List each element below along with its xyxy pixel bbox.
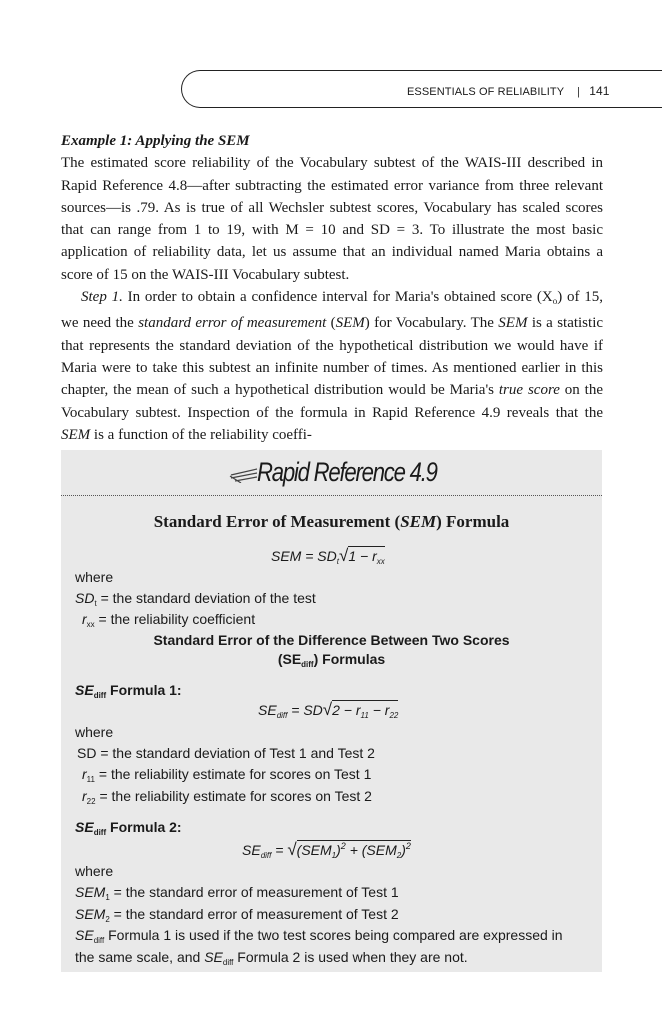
sem-heading: Standard Error of Measurement (SEM) Formula <box>153 512 510 531</box>
step-label: Step 1. <box>81 289 123 306</box>
def-sd: SD = the standard deviation of Test 1 and Test 2 <box>77 745 375 761</box>
rapid-reference-header <box>61 450 602 496</box>
sqrt-symbol: √ <box>287 840 297 859</box>
def-rxx: $r_{xx}$ = the reliability coefficient <box>82 611 256 629</box>
running-title: ESSENTIALS OF RELIABILITY <box>407 86 564 98</box>
page-number: 141 <box>589 84 610 98</box>
sqrt-symbol: √ <box>322 700 333 719</box>
body-text <box>61 130 603 446</box>
formula1-label: $SE_{diff}$ Formula 1: <box>75 682 182 700</box>
running-header <box>407 84 610 98</box>
usage-note: $SE_{diff}$ Formula 1 is used if the two test scores being compared are expressed in the same scale, and $SE_{diff}$ Formula 2 is used when they are not. <box>75 927 563 967</box>
sqrt-symbol: √ <box>338 546 349 565</box>
diff-heading-line2: $(SE_{diff})$ Formulas <box>277 651 386 669</box>
rapid-reference-icon <box>229 465 259 483</box>
paragraph-1: The estimated score reliability of the Vocabulary subtest of the WAIS-III described in Rapid Reference 4.8—after subtracting the estimated error variance from three relevant sources—is .79. As is true of all Wechsler subtest scores, Vocabulary has scaled scores that can range from 1 to 19, with M = 10 and SD = 3. To illustrate the most basic application of reliability data, let us assume that an individual named Maria obtains a score of 15 on the WAIS-III Vocabulary subtest. <box>61 155 603 283</box>
formula2-label: $SE_{diff}$ Formula 2: <box>75 819 182 837</box>
header-separator: | <box>577 86 581 98</box>
formula1: $SE_{diff} = SD√2 - r_{11} - r_{22}$ <box>258 700 399 720</box>
def-r11: $r_{11}$ = the reliability estimate for scores on Test 1 <box>82 766 372 784</box>
paragraph-2: Step 1. In order to obtain a confidence interval for Maria's obtained score $(X_o)$ of 15, we need the standard error of measurement (SEM) for Vocabulary. The SEM is a statistic that represents the standard deviation of the hypothetical distribution we would have if Maria were to take this subtest an infinite number of times. As mentioned earlier in this chapter, the mean of such a hypothetical distribution would be Maria's true score on the Vocabulary subtest. Inspection of the formula in Rapid Reference 4.9 reveals that the SEM is a function of the reliability coeffi- <box>61 289 604 443</box>
def-sem1: $SEM_1$ = the standard error of measurement of Test 1 <box>75 884 399 902</box>
def-r22: $r_{22}$ = the reliability estimate for scores on Test 2 <box>82 788 372 806</box>
where-label-3: where <box>75 863 114 879</box>
rapid-reference-box <box>61 450 602 972</box>
sem-formula: SEM = $SD_t√1 - r_{xx}$ <box>271 546 385 566</box>
def-sem2: $SEM_2$ = the standard error of measurement of Test 2 <box>75 906 399 924</box>
where-label-2: where <box>75 724 114 740</box>
formula2: $SE_{diff} = √(SEM_1)^2 + (SEM_2)^2$ <box>242 840 411 860</box>
example-heading: Example 1: Applying the SEM <box>61 133 250 149</box>
diff-heading-line1: Standard Error of the Difference Between Two Scores <box>153 632 510 648</box>
def-sdt: $SD_t$ = the standard deviation of the test <box>75 590 316 608</box>
rapid-reference-title: Rapid Reference 4.9 <box>257 457 437 487</box>
where-label-1: where <box>75 569 114 585</box>
